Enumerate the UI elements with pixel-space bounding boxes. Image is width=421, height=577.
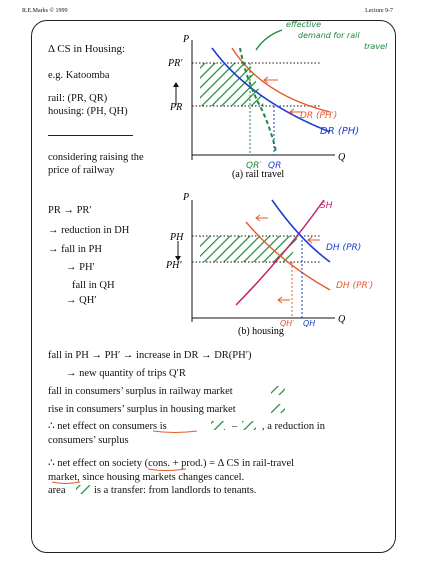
graph-b-orange-arrow-1 (256, 215, 268, 221)
graph-b-caption: (b) housing (238, 326, 284, 337)
graph-a-orange-arrow-1 (264, 77, 278, 83)
hatch-swatch-housing-2 (242, 421, 256, 430)
example-text: e.g. Katoomba (48, 70, 110, 81)
bottom-line-5-minus: – (232, 421, 238, 432)
graph-a-qr-prime-label: QR′ (246, 161, 262, 171)
bottom-line-4: rise in consumers’ surplus in housing market (48, 404, 236, 415)
section-title: Δ CS in Housing: (48, 43, 126, 55)
graph-b-price-high-label: PH (170, 232, 184, 243)
graph-b-orange-label: DH (PR′) (336, 281, 374, 291)
graph-b-supply-label: SH (320, 201, 333, 211)
graph-a-y-label: P (183, 34, 190, 45)
graph-b-blue-label: DH (PR) (326, 243, 362, 253)
step-5: fall in QH (72, 280, 115, 291)
considering-line-1: considering raising the (48, 152, 144, 163)
bottom-line-5b: , a reduction in (262, 421, 325, 432)
graph-a (167, 20, 388, 180)
graph-a-blue-label: DR (PH) (320, 126, 360, 137)
hatch-swatch-housing (271, 404, 285, 413)
graph-b-price-low-label: PH′ (166, 260, 182, 271)
bottom-line-8: market, since housing markets changes cancel. (48, 472, 245, 483)
bottom-line-1: fall in PH → PH′ → increase in DR → DR(PH′) (48, 350, 252, 361)
header-lecture: Lecture 9-7 (365, 8, 393, 14)
hatch-swatch-rail (271, 386, 285, 395)
graph-a-note-1: effective (286, 20, 322, 29)
header-author: R.E.Marks © 1999 (22, 8, 68, 14)
graph-b-orange-arrow-2 (308, 237, 320, 243)
graph-a-price-low-label: PR (170, 102, 183, 113)
graph-a-note-3: travel (364, 42, 388, 51)
graph-a-caption: (a) rail travel (232, 169, 285, 180)
graph-b-qh-prime-label: QH′ (280, 319, 295, 328)
bottom-line-7: ∴ net effect on society (cons. + prod.) = Δ CS in rail-travel (48, 458, 295, 469)
graph-b-x-label: Q (338, 314, 346, 325)
step-4: → PH′ (66, 262, 95, 273)
hatch-swatch-transfer (76, 485, 90, 494)
graph-a-callout-arrow (256, 30, 282, 50)
rail-variables: rail: (PR, QR) (48, 93, 108, 104)
graph-b-orange-arrow-3 (278, 297, 290, 303)
hatch-swatch-rail-2 (211, 421, 225, 430)
graph-b-qh-label: QH (303, 319, 316, 328)
considering-line-2: price of railway (48, 165, 115, 176)
bottom-line-9a: area (48, 485, 66, 496)
step-3: → fall in PH (48, 244, 102, 255)
step-2: → reduction in DH (48, 225, 130, 236)
step-1: PR → PR′ (48, 205, 92, 216)
bottom-line-3: fall in consumers’ surplus in railway market (48, 386, 233, 397)
bottom-line-2: → new quantity of trips Q′R (66, 368, 186, 379)
step-6: → QH′ (66, 295, 97, 306)
graph-b (165, 192, 373, 337)
graph-a-hatched-area (200, 63, 264, 106)
housing-variables: housing: (PH, QH) (48, 106, 128, 117)
graph-a-price-arrowhead (173, 82, 179, 87)
graph-b-y-label: P (183, 192, 190, 203)
graph-a-price-high-label: PR′ (168, 58, 183, 69)
graph-a-x-label: Q (338, 152, 346, 163)
graph-a-note-2: demand for rail (298, 31, 360, 40)
bottom-line-9b: is a transfer: from landlords to tenants. (94, 485, 257, 496)
bottom-line-6: consumers’ surplus (48, 435, 129, 446)
graph-a-qr-label: QR (268, 161, 282, 171)
bottom-line-5a: ∴ net effect on consumers is (48, 421, 167, 432)
graph-a-orange-label: DR (PH′) (300, 111, 338, 121)
